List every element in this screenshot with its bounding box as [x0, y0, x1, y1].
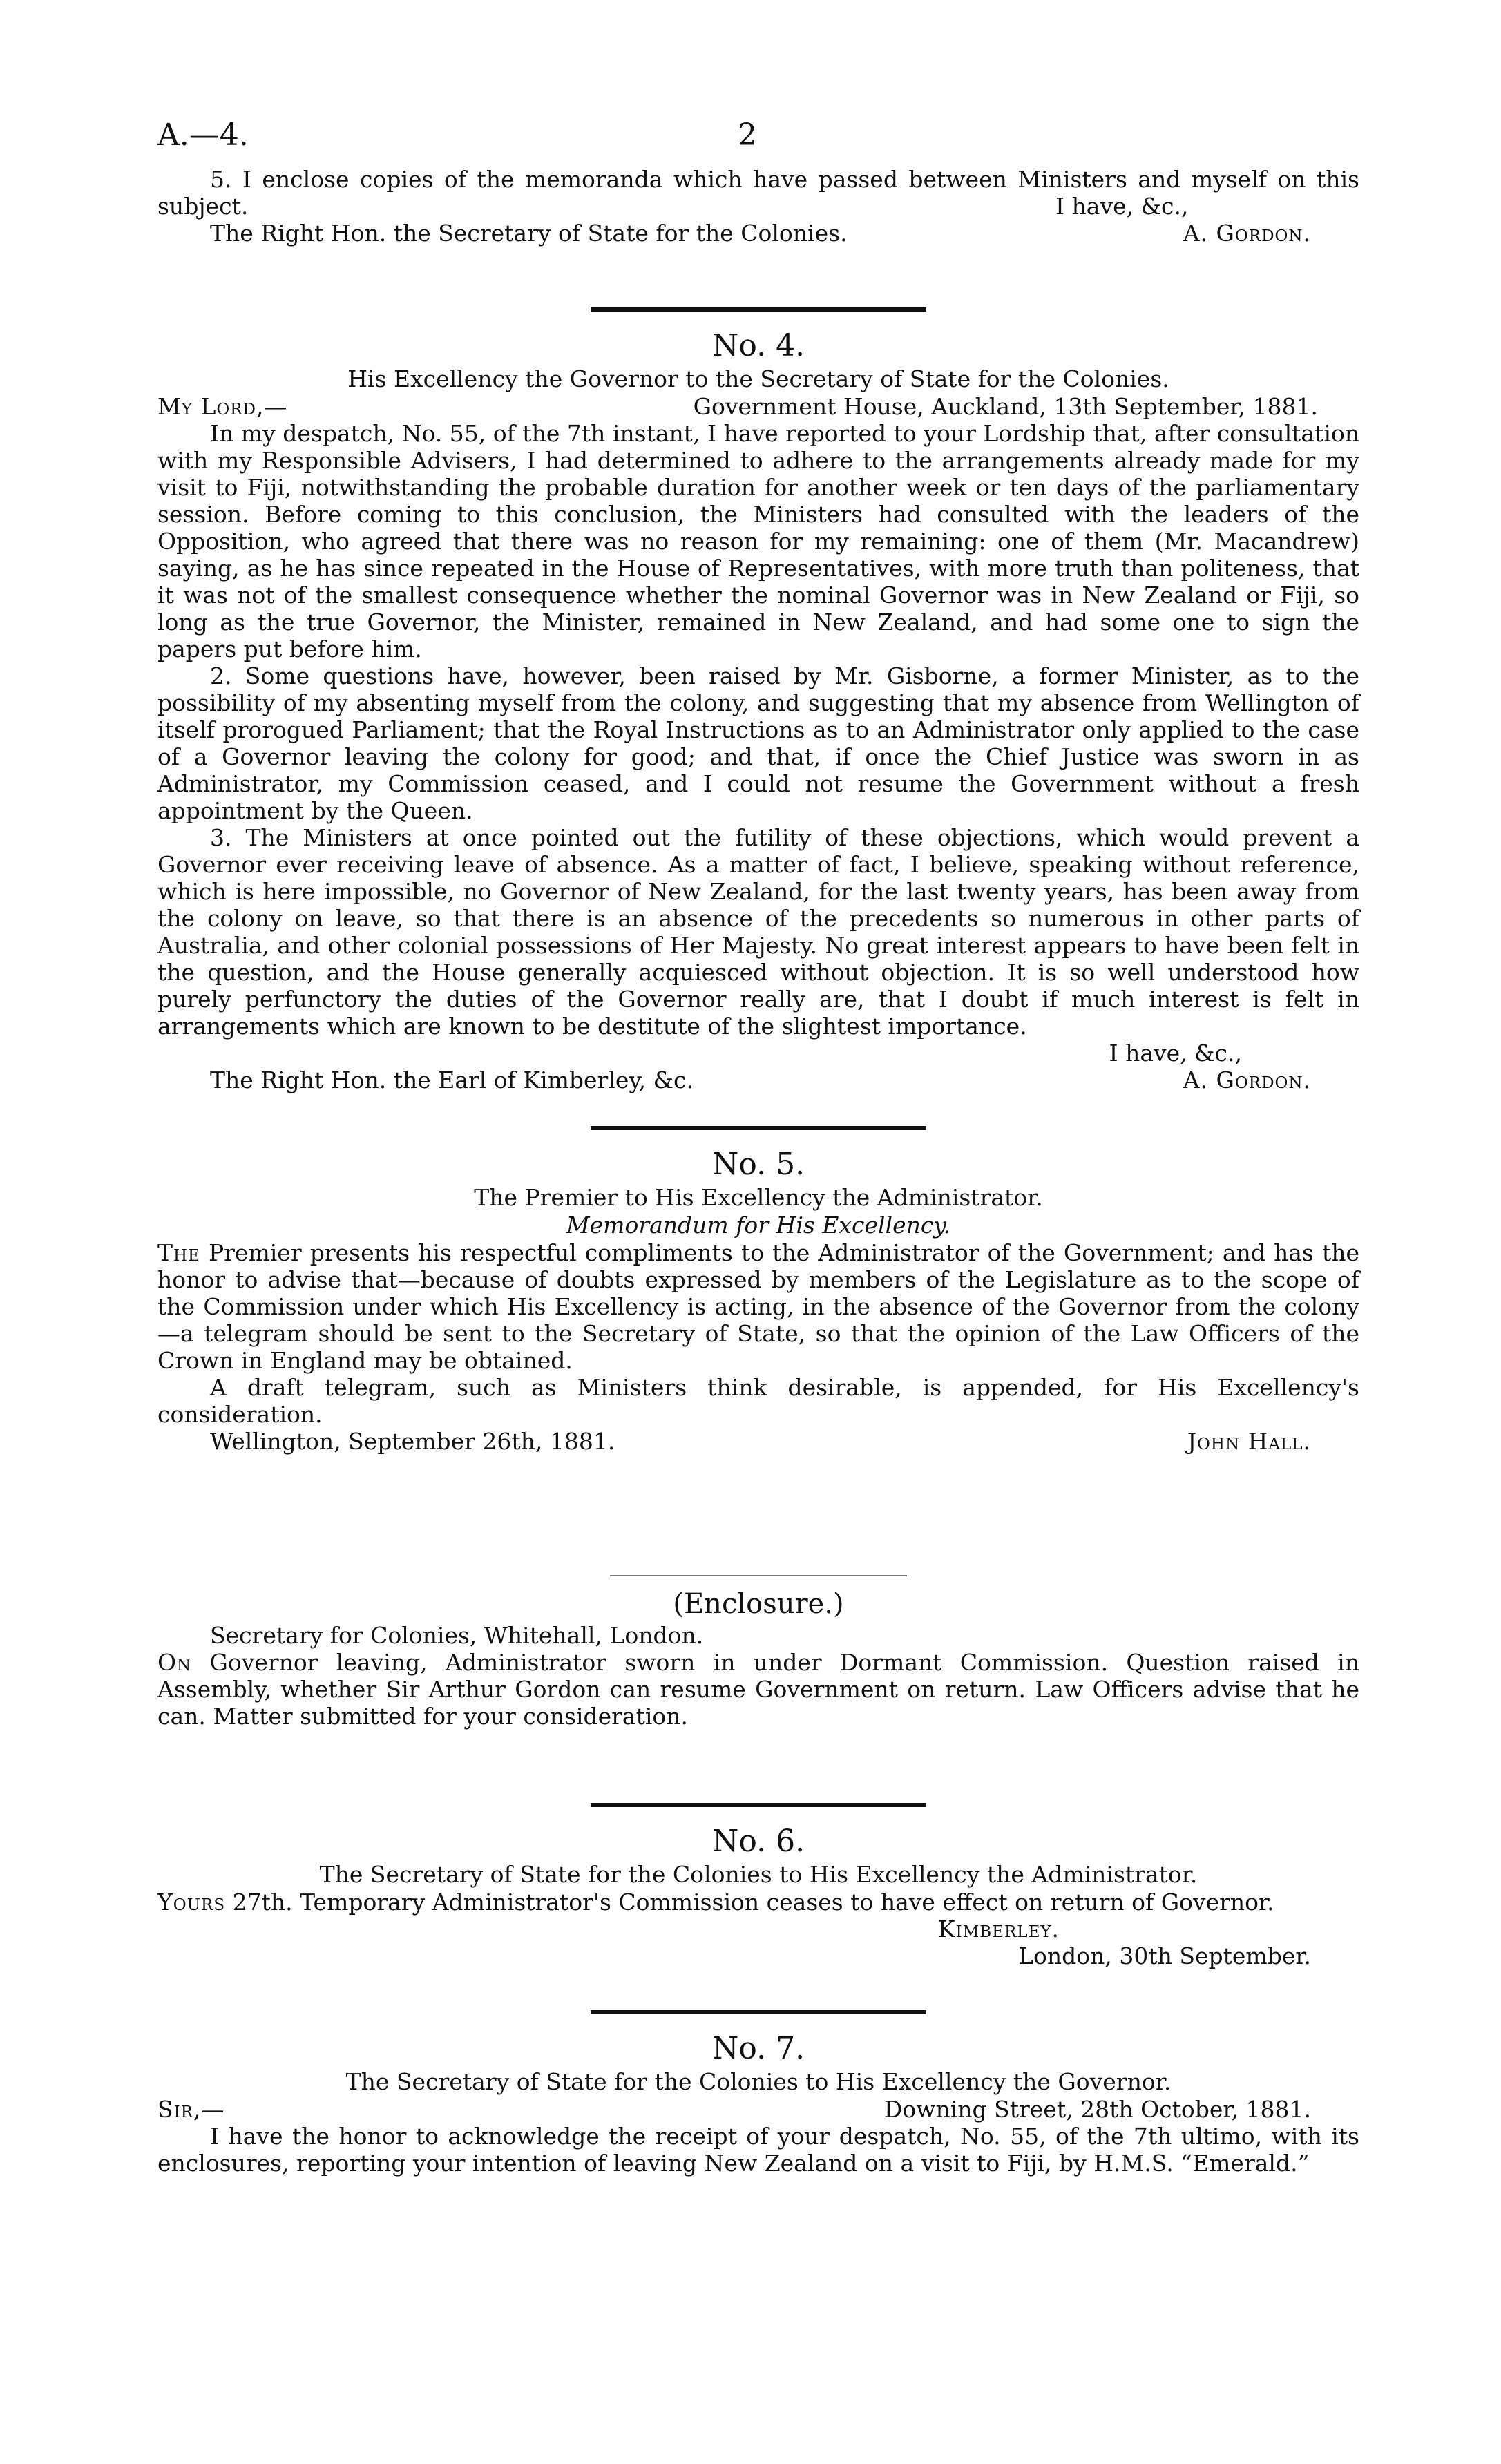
place-date: London, 30th September. — [1018, 1942, 1311, 1969]
section-no-4 — [157, 307, 1359, 1093]
paragraph-5: 5. I enclose copies of the memoranda which have passed between Ministers and myself on this subject. — [157, 166, 1359, 220]
place-date: Downing Street, 28th October, 1881. — [883, 2096, 1311, 2123]
signature: A. Gordon. — [1183, 1067, 1311, 1093]
salutation: My Lord,— — [157, 393, 288, 420]
section-title: The Premier to His Excellency the Administrator. — [474, 1184, 1043, 1211]
section-subtitle: Memorandum for His Excellency. — [566, 1212, 951, 1239]
paragraph-2: A draft telegram, such as Ministers think desirable, is appended, for His Excellency's consideration. — [157, 1374, 1359, 1428]
paragraph-2: 2. Some questions have, however, been raised by Mr. Gisborne, a former Minister, as to the possibility of my absenting myself from the colony, and suggesting that my absence from Wellington of itself prorogued Parliament; that the Royal Instructions as to an Administrator only applied to the case of a Governor leaving the colony for good; and that, if once the Chief Justice was sworn in as Administrator, my Commission ceased, and I could not resume the Government without a fresh appointment by the Queen. — [157, 662, 1359, 824]
page-number: 2 — [738, 117, 757, 153]
section-number: No. 7. — [711, 2031, 805, 2066]
section-no-5 — [157, 1126, 1359, 1455]
section-number: No. 6. — [711, 1824, 805, 1859]
section-divider — [591, 1803, 926, 1807]
lead-word: Yours — [157, 1889, 226, 1916]
telegram-text: 27th. Temporary Administrator's Commission ceases to have effect on return of Governor. — [232, 1889, 1274, 1916]
document-reference: A.—4. — [157, 117, 249, 153]
section-no-6 — [157, 1803, 1359, 1969]
running-header — [157, 117, 1359, 159]
paragraph-1: In my despatch, No. 55, of the 7th instant, I have reported to your Lordship that, after consultation with my Responsible Advisers, I had determined to adhere to the arrangements already made for my visit to Fiji, notwithstanding the probable duration for another week or ten days of the parliamentary session. Before coming to this conclusion, the Ministers had consulted with the leaders of the Opposition, who agreed that there was no reason for my remaining: one of them (Mr. Macandrew) saying, as he has since repeated in the House of Representatives, with more truth than politeness, that it was not of the smallest consequence whether the nominal Governor was in New Zealand or Fiji, so long as the true Governor, the Minister, remained in New Zealand, and had some one to sign the papers put before him. — [157, 420, 1359, 662]
salutation: Sir,— — [157, 2096, 225, 2123]
paragraph-1: I have the honor to acknowledge the receipt of your despatch, No. 55, of the 7th ultimo, with its enclosures, reporting your intention of leaving New Zealand on a visit to Fiji, by H.M.S. “Emerald.” — [157, 2123, 1359, 2177]
sign-off: I have, &c., — [1049, 193, 1188, 220]
telegram-text: Governor leaving, Administrator sworn in under Dormant Commission. Question raised in Assembly, whether Sir Arthur Gordon can resume Government on return. Law Officers advise that he can. Matter submitted for your consideration. — [157, 1649, 1359, 1730]
sign-off: I have, &c., — [1109, 1040, 1242, 1067]
section-number: No. 4. — [711, 328, 805, 363]
addressee: The Right Hon. the Earl of Kimberley, &c. — [210, 1067, 694, 1093]
section-title: His Excellency the Governor to the Secretary of State for the Colonies. — [347, 365, 1169, 392]
lead-word: The — [157, 1239, 200, 1266]
addressee: The Right Hon. the Secretary of State for the Colonies. — [210, 220, 848, 247]
section-title: The Secretary of State for the Colonies to His Excellency the Governor. — [345, 2068, 1172, 2095]
section-divider — [591, 307, 926, 312]
enclosure — [157, 1575, 1359, 1730]
signature: John Hall. — [1187, 1428, 1311, 1455]
place-date: Wellington, September 26th, 1881. — [210, 1428, 615, 1455]
enclosure-divider — [610, 1575, 907, 1576]
section-no-7 — [157, 2010, 1359, 2177]
enclosure-heading: (Enclosure.) — [673, 1588, 844, 1620]
signature: A. Gordon. — [1183, 220, 1311, 247]
section-divider — [591, 2010, 926, 2014]
section-divider — [591, 1126, 926, 1130]
section-title: The Secretary of State for the Colonies to His Excellency the Administrator. — [319, 1861, 1198, 1888]
paragraph-1: Premier presents his respectful compliments to the Administrator of the Government; and has the honor to advise that—because of doubts expressed by members of the Legislature as to the scope of the Commission under which His Excellency is acting, in the absence of the Governor from the colony—a telegram should be sent to the Secretary of State, so that the opinion of the Law Officers of the Crown in England may be obtained. — [157, 1239, 1359, 1374]
section-number: No. 5. — [711, 1147, 805, 1182]
telegram-address: Secretary for Colonies, Whitehall, London. — [210, 1622, 704, 1649]
paragraph-3: 3. The Ministers at once pointed out the futility of these objections, which would prevent a Governor ever receiving leave of absence. As a matter of fact, I believe, speaking without reference, which is here impossible, no Governor of New Zealand, for the last twenty years, has been away from the colony on leave, so that there is an absence of the precedents so numerous in other parts of Australia, and other colonial possessions of Her Majesty. No great interest appears to have been felt in the question, and the House generally acquiesced without objection. It is so well understood how purely perfunctory the duties of the Governor really are, that I doubt if much interest is felt in arrangements which are known to be destitute of the slightest importance. — [157, 824, 1359, 1040]
prev-despatch-end — [157, 166, 1359, 247]
lead-word: On — [157, 1649, 192, 1676]
signature: Kimberley. — [938, 1916, 1060, 1942]
place-date: Government House, Auckland, 13th September, 1881. — [693, 393, 1318, 420]
